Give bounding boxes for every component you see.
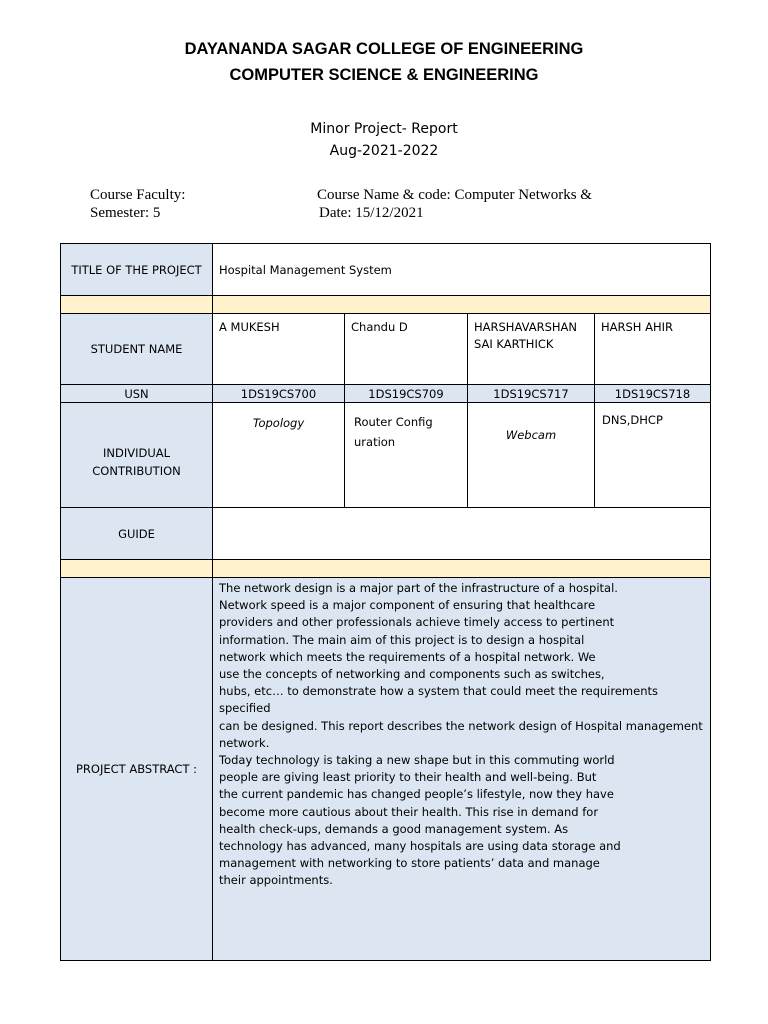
- usn-value: 1DS19CS709: [345, 385, 468, 403]
- course-faculty: Course Faculty:: [90, 187, 186, 203]
- contribution-label: INDIVIDUAL CONTRIBUTION: [61, 403, 213, 508]
- student-name: Chandu D: [345, 314, 468, 385]
- course-name: Course Name & code: Computer Networks &: [317, 187, 592, 203]
- student-name: HARSH AHIR: [595, 314, 711, 385]
- guide-label: GUIDE: [61, 508, 213, 560]
- abstract-label: PROJECT ABSTRACT :: [61, 578, 213, 961]
- student-name: HARSHAVARSHAN SAI KARTHICK: [468, 314, 595, 385]
- project-title: Hospital Management System: [213, 244, 711, 296]
- usn-value: 1DS19CS718: [595, 385, 711, 403]
- spacer-row-left: [61, 560, 213, 578]
- contribution: DNS,DHCP: [595, 403, 711, 508]
- semester: Semester: 5: [90, 205, 161, 221]
- guide-value: [213, 508, 711, 560]
- spacer-row-right: [213, 296, 711, 314]
- college-name: DAYANANDA SAGAR COLLEGE OF ENGINEERING: [184, 40, 584, 58]
- contribution: Topology: [213, 403, 345, 508]
- project-details-table: [60, 243, 711, 961]
- contribution: Router Config uration: [345, 403, 468, 508]
- spacer-row-left: [61, 296, 213, 314]
- department-name: COMPUTER SCIENCE & ENGINEERING: [229, 66, 539, 84]
- student-name: A MUKESH: [213, 314, 345, 385]
- spacer-row-right: [213, 560, 711, 578]
- contribution: Webcam: [468, 403, 595, 508]
- title-label: TITLE OF THE PROJECT: [61, 244, 213, 296]
- report-title: Minor Project- Report: [310, 121, 458, 137]
- usn-value: 1DS19CS717: [468, 385, 595, 403]
- date: Date: 15/12/2021: [319, 205, 424, 221]
- student-name-label: STUDENT NAME: [61, 314, 213, 385]
- project-abstract: The network design is a major part of the infrastructure of a hospital. Network speed is a major component of ensuring that healthcare providers and other professionals achieve timely access to pertinent information. The main aim of this project is to design a hospital network which meets the requirements of a hospital network. We use the concepts of networking and components such as switches, hubs, etc… to demonstrate how a system that could meet the requirements specified can be designed. This report describes the network design of Hospital management network. Today technology is taking a new shape but in this commuting world people are giving least priority to their health and well-being. But the current pandemic has changed people’s lifestyle, now they have become more cautious about their health. This rise in demand for health check-ups, demands a good management system. As technology has advanced, many hospitals are using data storage and management with networking to store patients’ data and manage their appointments.: [213, 578, 711, 961]
- session: Aug-2021-2022: [329, 143, 439, 159]
- usn-label: USN: [61, 385, 213, 403]
- usn-value: 1DS19CS700: [213, 385, 345, 403]
